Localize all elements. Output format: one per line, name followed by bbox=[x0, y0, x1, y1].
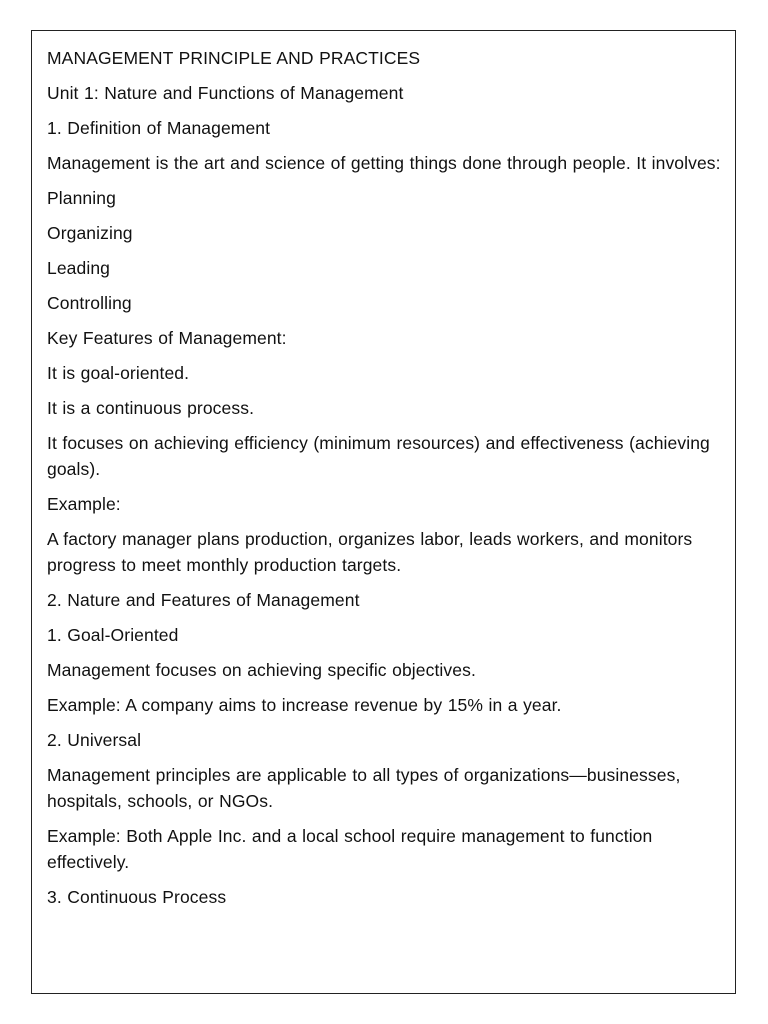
document-page bbox=[31, 30, 736, 994]
example-paragraph: Example: Both Apple Inc. and a local school require management to function effectively. bbox=[47, 826, 653, 872]
list-item: Leading bbox=[47, 258, 110, 278]
list-item: It is goal-oriented. bbox=[47, 363, 190, 383]
list-item: Controlling bbox=[47, 293, 132, 313]
body-paragraph: Management focuses on achieving specific objectives. bbox=[47, 660, 476, 680]
document-body bbox=[47, 45, 722, 919]
body-paragraph: It focuses on achieving efficiency (minimum resources) and effectiveness (achieving goals). bbox=[47, 433, 710, 479]
body-paragraph: A factory manager plans production, organizes labor, leads workers, and monitors progress to meet monthly production targets. bbox=[47, 529, 693, 575]
unit-heading: Unit 1: Nature and Functions of Management bbox=[47, 83, 404, 103]
example-paragraph: Example: A company aims to increase revenue by 15% in a year. bbox=[47, 695, 562, 715]
list-item: Planning bbox=[47, 188, 116, 208]
subheading: 3. Continuous Process bbox=[47, 887, 227, 907]
subheading: 1. Goal-Oriented bbox=[47, 625, 179, 645]
example-label: Example: bbox=[47, 494, 121, 514]
list-item: Organizing bbox=[47, 223, 133, 243]
section-heading: 2. Nature and Features of Management bbox=[47, 590, 360, 610]
body-paragraph: Management principles are applicable to all types of organizations—businesses, hospitals, schools, or NGOs. bbox=[47, 765, 681, 811]
subheading: 2. Universal bbox=[47, 730, 142, 750]
body-paragraph: Management is the art and science of getting things done through people. It involves: bbox=[47, 153, 721, 173]
document-title: MANAGEMENT PRINCIPLE AND PRACTICES bbox=[47, 48, 421, 68]
list-item: It is a continuous process. bbox=[47, 398, 255, 418]
subheading: Key Features of Management: bbox=[47, 328, 287, 348]
section-heading: 1. Definition of Management bbox=[47, 118, 271, 138]
